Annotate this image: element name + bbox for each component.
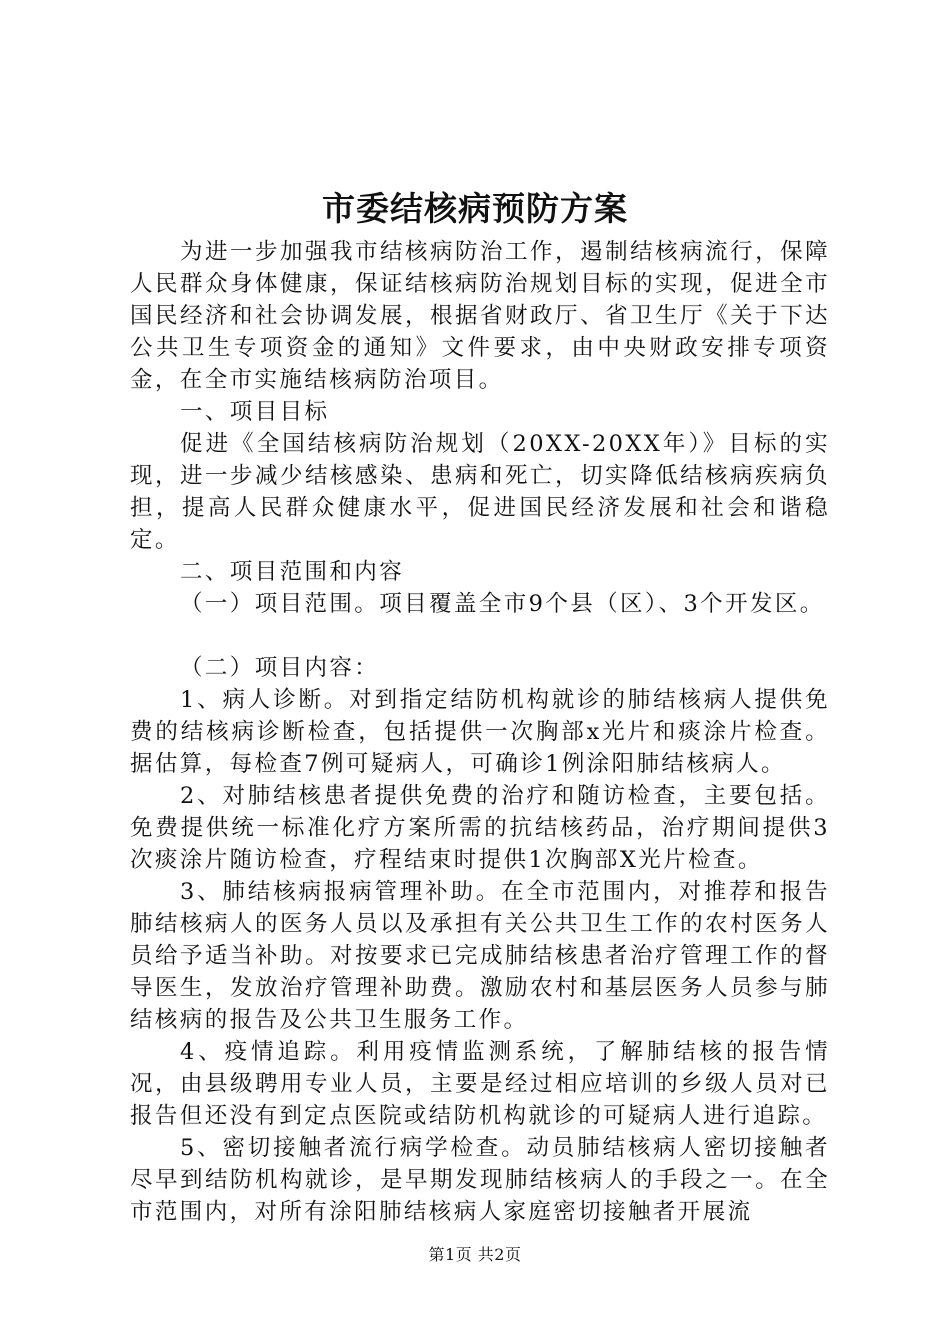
paragraph-gap bbox=[130, 620, 830, 652]
item-contact-screening: 5、密切接触者流行病学检查。动员肺结核病人密切接触者尽早到结防机构就诊，是早期发现肺结核病人的手段之一。在全市范围内，对所有涂阳肺结核病人家庭密切接触者开展流 bbox=[130, 1135, 830, 1225]
intro-paragraph: 为进一步加强我市结核病防治工作，遏制结核病流行，保障人民群众身体健康，保证结核病防治规划目标的实现，促进全市国民经济和社会协调发展，根据省财政厅、省卫生厅《关于下达公共卫生专项资金的通知》文件要求，由中央财政安排专项资金，在全市实施结核病防治项目。 bbox=[130, 239, 830, 393]
item-reporting-subsidy: 3、肺结核病报病管理补助。在全市范围内，对推荐和报告肺结核病人的医务人员以及承担有关公共卫生工作的农村医务人员给予适当补助。对按要求已完成肺结核患者治疗管理工作的督导医生，发放治疗管理补助费。激励农村和基层医务人员参与肺结核病的报告及公共卫生服务工作。 bbox=[130, 879, 830, 1033]
goals-paragraph: 促进《全国结核病防治规划（20XX-20XX年）》目标的实现，进一步减少结核感染、患病和死亡，切实降低结核病疾病负担，提高人民群众健康水平，促进国民经济发展和社会和谐稳定。 bbox=[130, 431, 830, 553]
section-heading-goals: 一、项目目标 bbox=[180, 399, 330, 425]
scope-paragraph: （一）项目范围。项目覆盖全市9个县（区）、3个开发区。 bbox=[180, 591, 825, 617]
document-title: 市委结核病预防方案 bbox=[322, 189, 628, 228]
item-tracking: 4、疫情追踪。利用疫情监测系统，了解肺结核的报告情况，由县级聘用专业人员，主要是经过相应培训的乡级人员对已报告但还没有到定点医院或结防机构就诊的可疑病人进行追踪。 bbox=[130, 1039, 830, 1129]
item-treatment: 2、对肺结核患者提供免费的治疗和随访检查，主要包括。免费提供统一标准化疗方案所需的抗结核药品，治疗期间提供3次痰涂片随访检查，疗程结束时提供1次胸部X光片检查。 bbox=[130, 783, 830, 873]
item-diagnosis: 1、病人诊断。对到指定结防机构就诊的肺结核病人提供免费的结核病诊断检查，包括提供一次胸部x光片和痰涂片检查。据估算，每检查7例可疑病人，可确诊1例涂阳肺结核病人。 bbox=[130, 687, 830, 777]
content-heading: （二）项目内容： bbox=[180, 655, 380, 681]
document-body bbox=[130, 236, 830, 1228]
section-heading-scope: 二、项目范围和内容 bbox=[180, 559, 405, 585]
page-indicator: 第1页 共2页 bbox=[428, 1245, 522, 1264]
